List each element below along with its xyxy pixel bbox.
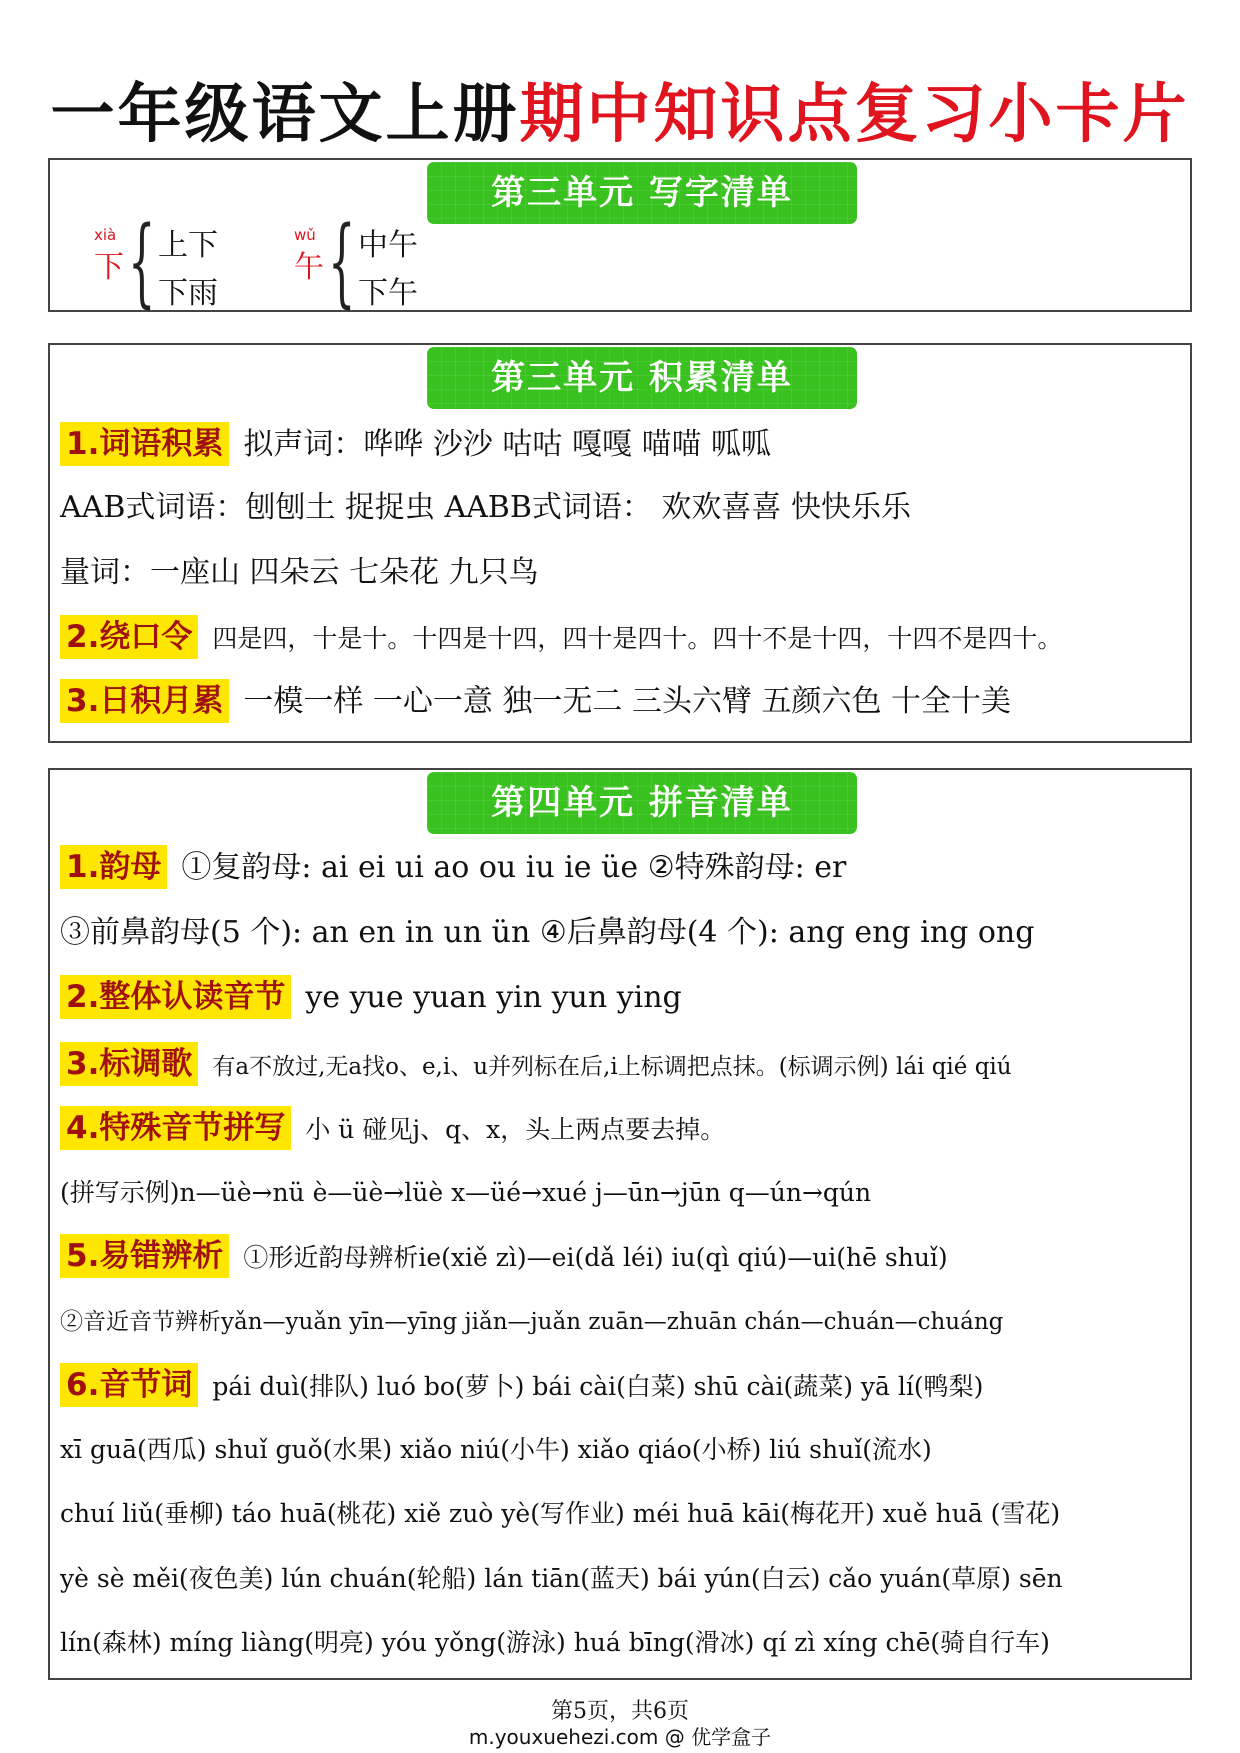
pinyin-row-confusion bbox=[60, 1234, 948, 1280]
onomatopoeia-text: 拟声词：哗哗 沙沙 咕咕 嘎嘎 喵喵 呱呱 bbox=[243, 427, 772, 462]
card-unit3-writing bbox=[48, 158, 1192, 318]
brace-icon: { bbox=[328, 206, 356, 318]
tag-syllable-words: 6.音节词 bbox=[60, 1363, 198, 1407]
pinyin-row-whole bbox=[60, 975, 682, 1020]
tag-tongue-twister: 2.绕口令 bbox=[60, 615, 198, 659]
badge-unit3-accumulation: 第三单元 积累清单 bbox=[427, 347, 857, 409]
write-word: 中午 bbox=[358, 228, 418, 263]
write-pinyin: wǔ bbox=[294, 226, 316, 244]
pinyin-row-nasal bbox=[60, 911, 1034, 955]
accum-row-measure bbox=[60, 551, 539, 595]
badge-unit3-writing: 第三单元 写字清单 bbox=[427, 162, 857, 224]
syllable-words-text: lín(森林) míng liàng(明亮) yóu yǒng(游泳) huá bīng(滑冰) qí zì xíng chē(骑自行车) bbox=[60, 1628, 1050, 1657]
pinyin-row-words2 bbox=[60, 1427, 932, 1472]
measure-text: 量词：一座山 四朵云 七朵花 九只鸟 bbox=[60, 555, 539, 590]
special-spelling-text: 小 ü 碰见j、q、x，头上两点要去掉。 bbox=[305, 1115, 726, 1144]
accum-row-aab bbox=[60, 486, 911, 530]
tag-confusion: 5.易错辨析 bbox=[60, 1234, 229, 1278]
tag-special-spelling: 4.特殊音节拼写 bbox=[60, 1106, 291, 1150]
write-char: 下 bbox=[94, 250, 124, 285]
tongue-twister-text: 四是四，十是十。十四是十四，四十是四十。四十不是十四，十四不是四十。 bbox=[212, 624, 1063, 653]
brace-icon: { bbox=[128, 206, 156, 318]
pinyin-row-sound bbox=[60, 1298, 1003, 1344]
pinyin-row-words5 bbox=[60, 1620, 1050, 1665]
pinyin-row-words4 bbox=[60, 1556, 1063, 1601]
tag-idioms: 3.日积月累 bbox=[60, 679, 229, 723]
card-unit4-pinyin bbox=[48, 768, 1192, 1680]
card-unit3-accumulation bbox=[48, 343, 1192, 743]
syllable-words-text: xī guā(西瓜) shuǐ guǒ(水果) xiǎo niú(小牛) xiǎo qiáo(小桥) liú shuǐ(流水) bbox=[60, 1435, 932, 1464]
accum-row-tongue bbox=[60, 615, 1062, 661]
write-char: 午 bbox=[294, 250, 324, 285]
confusion-shape-text: ①形近韵母辨析ie(xiě zì)—ei(dǎ léi) iu(qì qiú)—ui(hē shuǐ) bbox=[243, 1243, 948, 1272]
title-red: 期中知识点复习小卡片 bbox=[519, 77, 1190, 152]
idioms-text: 一模一样 一心一意 独一无二 三头六臂 五颜六色 十全十美 bbox=[243, 684, 1012, 719]
syllable-words-text: chuí liǔ(垂柳) táo huā(桃花) xiě zuò yè(写作业) méi huā kāi(梅花开) xuě huā (雪花) bbox=[60, 1499, 1061, 1528]
write-group-wu bbox=[290, 206, 490, 318]
pinyin-row-tone bbox=[60, 1042, 1012, 1089]
syllable-words-text: pái duì(排队) luó bo(萝卜) bái cài(白菜) shū cài(蔬菜) yā lí(鸭梨) bbox=[212, 1372, 984, 1401]
write-pinyin: xià bbox=[94, 226, 117, 244]
tag-tone-song: 3.标调歌 bbox=[60, 1042, 198, 1086]
write-word: 下午 bbox=[358, 276, 418, 311]
pinyin-row-examples bbox=[60, 1170, 871, 1215]
nasal-finals-text: ③前鼻韵母(5 个): an en in un ün ④后鼻韵母(4 个): ang eng ing ong bbox=[60, 915, 1035, 950]
tag-whole-syllables: 2.整体认读音节 bbox=[60, 975, 291, 1019]
pinyin-row-words3 bbox=[60, 1491, 1060, 1536]
tag-finals: 1.韵母 bbox=[60, 845, 167, 889]
pinyin-row-finals bbox=[60, 845, 846, 890]
confusion-sound-text: ②音近音节辨析yǎn—yuǎn yīn—yīng jiǎn—juǎn zuān—zhuān chán—chuán—chuáng bbox=[60, 1309, 1004, 1335]
tag-words: 1.词语积累 bbox=[60, 422, 229, 466]
aab-text: AAB式词语：刨刨土 捉捉虫 AABB式词语： 欢欢喜喜 快快乐乐 bbox=[60, 490, 911, 525]
write-group-xia bbox=[90, 206, 290, 318]
whole-syllables-text: ye yue yuan yin yun ying bbox=[305, 980, 682, 1015]
badge-unit4-pinyin: 第四单元 拼音清单 bbox=[427, 772, 857, 834]
pinyin-row-words1 bbox=[60, 1363, 983, 1409]
syllable-words-text: yè sè měi(夜色美) lún chuán(轮船) lán tiān(蓝天) bái yún(白云) cǎo yuán(草原) sēn bbox=[60, 1564, 1063, 1593]
write-word: 上下 bbox=[158, 228, 218, 263]
finals-text: ①复韵母: ai ei ui ao ou iu ie üe ②特殊韵母: er bbox=[181, 850, 847, 885]
tone-song-text: 有a不放过,无a找o、e,i、u并列标在后,i上标调把点抹。(标调示例) lái qié qiú bbox=[212, 1054, 1012, 1080]
page-title bbox=[0, 70, 1240, 160]
page-number: 第5页，共6页 bbox=[551, 1699, 689, 1724]
write-word: 下雨 bbox=[158, 276, 218, 311]
spelling-examples-text: (拼写示例)n—üè→nü è—üè→lüè x—üé→xué j—ūn→jūn q—ún→qún bbox=[60, 1178, 872, 1207]
accum-row-words bbox=[60, 422, 771, 467]
accum-row-idioms bbox=[60, 679, 1011, 724]
source-link[interactable]: m.youxuehezi.com @ 优学盒子 bbox=[468, 1725, 772, 1749]
title-black: 一年级语文上册 bbox=[50, 77, 520, 152]
pinyin-row-special bbox=[60, 1106, 725, 1152]
